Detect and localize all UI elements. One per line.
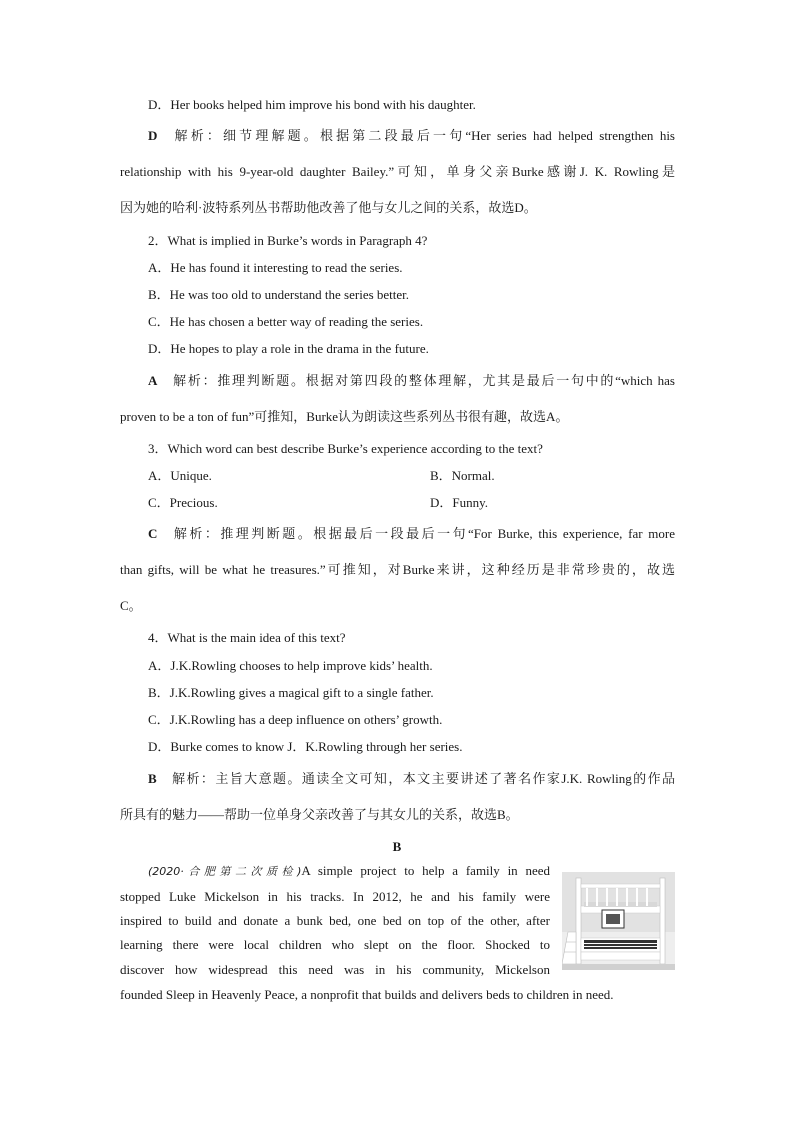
q4-option-c: C．J.K.Rowling has a deep influence on others’ growth.: [148, 712, 443, 727]
bunk-bed-illustration: [562, 872, 675, 970]
passage-b-line6: founded Sleep in Heavenly Peace, a nonprofit that builds and delivers beds to children in need.: [120, 987, 614, 1002]
passage-b-line5: discover how widespread this need was in his community, Mickelson: [120, 962, 550, 977]
q3-explanation-line3: C。: [120, 598, 142, 613]
q2-option-a: A．He has found it interesting to read the series.: [148, 260, 403, 275]
q4-option-b: B．J.K.Rowling gives a magical gift to a single father.: [148, 685, 434, 700]
q4-option-d: D．Burke comes to know J．K.Rowling through her series.: [148, 739, 463, 754]
q3-stem: 3．Which word can best describe Burke’s experience according to the text?: [148, 441, 543, 456]
q3-explanation-line1: C 解析：推理判断题。根据最后一段最后一句“For Burke, this experience, far more: [148, 526, 675, 541]
q1-explanation-line2: relationship with his 9-year-old daughter Bailey.”可知，单身父亲Burke感谢J. K. Rowling是: [120, 164, 675, 179]
q3-answer: C: [148, 526, 158, 541]
q3-explanation-line2: than gifts, will be what he treasures.”可推知，对Burke来讲，这种经历是非常珍贵的，故选: [120, 562, 675, 577]
q4-answer: B: [148, 771, 157, 786]
q2-stem: 2．What is implied in Burke’s words in Paragraph 4?: [148, 233, 428, 248]
passage-b-line2: stopped Luke Mickelson in his tracks. In 2012, he and his family were: [120, 889, 550, 904]
q2-option-d: D．He hopes to play a role in the drama in the future.: [148, 341, 429, 356]
q2-option-c: C．He has chosen a better way of reading the series.: [148, 314, 424, 329]
q3-option-a: A．Unique.: [148, 468, 212, 483]
q1-explanation-line1: D 解析：细节理解题。根据第二段最后一句“Her series had helped strengthen his: [148, 128, 675, 143]
bunk-bed-image: [562, 872, 675, 970]
passage-b-line3: inspired to build and donate a bunk bed, one bed on top of the other, after: [120, 913, 550, 928]
q4-stem: 4．What is the main idea of this text?: [148, 630, 346, 645]
q3-option-c: C．Precious.: [148, 495, 218, 510]
passage-b-line1: (2020·合肥第二次质检)A simple project to help a family in need: [148, 863, 551, 878]
passage-b-source: (2020·合肥第二次质检): [148, 865, 302, 878]
section-heading-b: B: [392, 839, 402, 854]
q4-option-a: A．J.K.Rowling chooses to help improve kids’ health.: [148, 658, 433, 673]
q1-answer: D: [148, 128, 158, 143]
q1-explanation-line3: 因为她的哈利·波特系列丛书帮助他改善了他与女儿之间的关系，故选D。: [120, 200, 537, 215]
q1-option-d: D．Her books helped him improve his bond with his daughter.: [148, 97, 476, 112]
q2-explanation-line2: proven to be a ton of fun”可推知，Burke认为朗读这些系列丛书很有趣，故选A。: [120, 409, 569, 424]
q4-explanation-line1: B 解析：主旨大意题。通读全文可知，本文主要讲述了著名作家J.K. Rowling的作品: [148, 771, 675, 786]
q3-option-d: D．Funny.: [430, 495, 489, 510]
passage-b-line4: learning there were local children who slept on the floor. Shocked to: [120, 937, 550, 952]
q4-explanation-line2: 所具有的魅力——帮助一位单身父亲改善了与其女儿的关系，故选B。: [120, 807, 519, 822]
q3-option-b: B．Normal.: [430, 468, 495, 483]
q2-answer: A: [148, 373, 158, 388]
q2-explanation-line1: A 解析：推理判断题。根据对第四段的整体理解，尤其是最后一句中的“which has: [148, 373, 675, 388]
q2-option-b: B．He was too old to understand the series better.: [148, 287, 410, 302]
